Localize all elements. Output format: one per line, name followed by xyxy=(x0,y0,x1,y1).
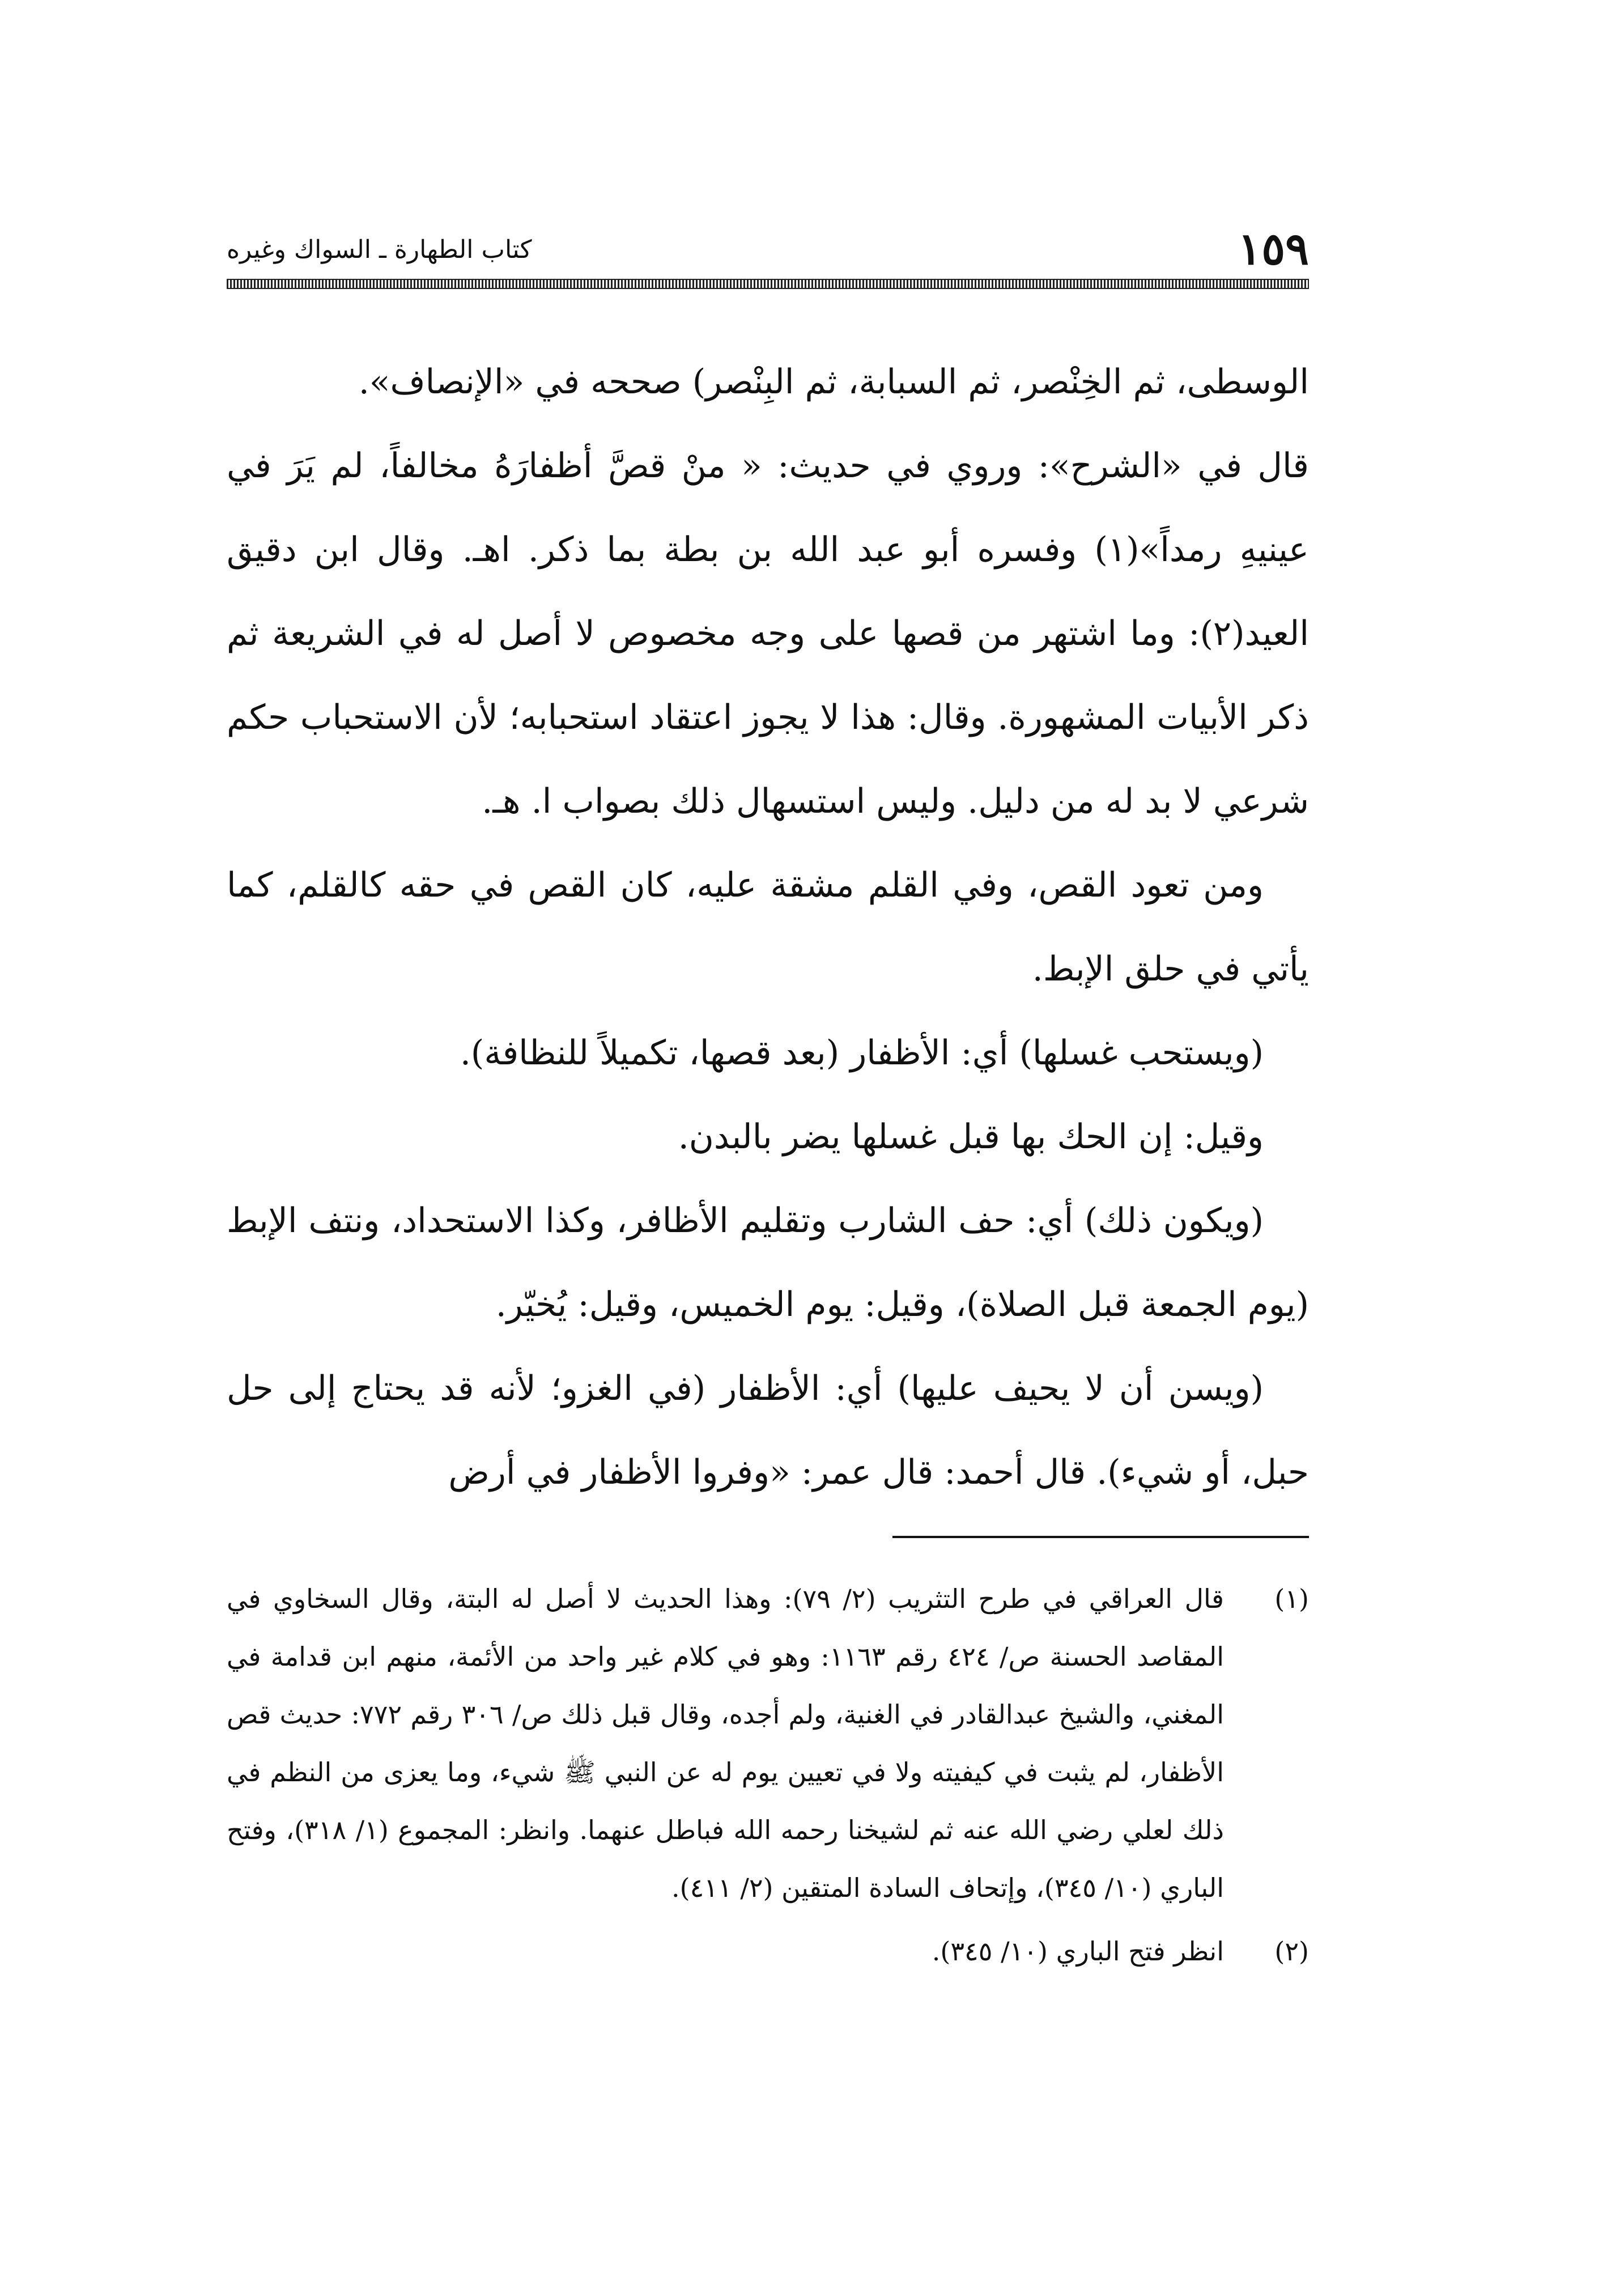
paragraph-washing: (ويستحب غسلها) أي: الأظفار (بعد قصها، تكميلاً للنظافة). xyxy=(460,1033,1264,1073)
footnote-number: (١) xyxy=(1274,1583,1309,1614)
footnote-number: (٢) xyxy=(1274,1936,1309,1967)
header-rule xyxy=(227,279,1309,289)
running-head: كتاب الطهارة ـ السواك وغيره xyxy=(227,235,532,264)
footnote-separator xyxy=(892,1536,1309,1538)
paragraph-sharh-quote: قال في «الشرح»: وروي في حديث: « منْ قصَّ أظفارَهُ مخالفاً، لم يَرَ في عينيهِ رمداً»(١) وفسره أبو عبد الله بن بطة بما ذكر. اهـ. وقال ابن دقيق العيد(٢): وما اشتهر من قصها على وجه مخصوص لا أصل له في الشريعة ثم ذكر الأبيات المشهورة. وقال: هذا لا يجوز اعتقاد استحبابه؛ لأن الاستحباب حكم شرعي لا بد له من دليل. وليس استسهال ذلك بصواب ا. هـ. xyxy=(227,446,1309,821)
footnote-text: قال العراقي في طرح التثريب (٢/ ٧٩): وهذا الحديث لا أصل له البتة، وقال السخاوي في المقاصد الحسنة ص/ ٤٢٤ رقم ١١٦٣: وهو في كلام غير واحد من الأئمة، منهم ابن قدامة في المغني، والشيخ عبدالقادر في الغنية، ولم أجده، وقال قبل ذلك ص/ ٣٠٦ رقم ٧٧٢: حديث قص الأظفار، لم يثبت في كيفيته ولا في تعيين يوم له عن النبي ﷺ شيء، وما يعزى من النظم في ذلك لعلي رضي الله عنه ثم لشيخنا رحمه الله فباطل عنهما. وانظر: المجموع (١/ ٣١٨)، وفتح الباري (١٠/ ٣٤٥)، وإتحاف السادة المتقين (٢/ ٤١١). xyxy=(227,1583,1225,1903)
footnote-1 xyxy=(227,1570,1309,1917)
page-number: ١٥٩ xyxy=(1238,223,1309,275)
footnote-2 xyxy=(227,1922,1309,1980)
paragraph-continuation: الوسطى، ثم الخِنْصر، ثم السبابة، ثم البِنْصر) صححه في «الإنصاف». xyxy=(358,362,1309,402)
paragraph-timing: (ويكون ذلك) أي: حف الشارب وتقليم الأظافر، وكذا الاستحداد، ونتف الإبط (يوم الجمعة قبل الصلاة)، وقيل: يوم الخميس، وقيل: يُخيّر. xyxy=(227,1201,1309,1324)
paragraph-qil: وقيل: إن الحك بها قبل غسلها يضر بالبدن. xyxy=(678,1117,1264,1157)
paragraph-ghazw: (ويسن أن لا يحيف عليها) أي: الأظفار (في الغزو؛ لأنه قد يحتاج إلى حل حبل، أو شيء). قال أحمد: قال عمر: «وفروا الأظفار في أرض xyxy=(227,1369,1309,1492)
main-text xyxy=(227,340,1309,1514)
footnotes xyxy=(227,1570,1309,1980)
page-header xyxy=(227,223,1309,275)
paragraph-qalam: ومن تعود القص، وفي القلم مشقة عليه، كان القص في حقه كالقلم، كما يأتي في حلق الإبط. xyxy=(227,865,1309,989)
footnote-text: انظر فتح الباري (١٠/ ٣٤٥). xyxy=(932,1936,1224,1967)
